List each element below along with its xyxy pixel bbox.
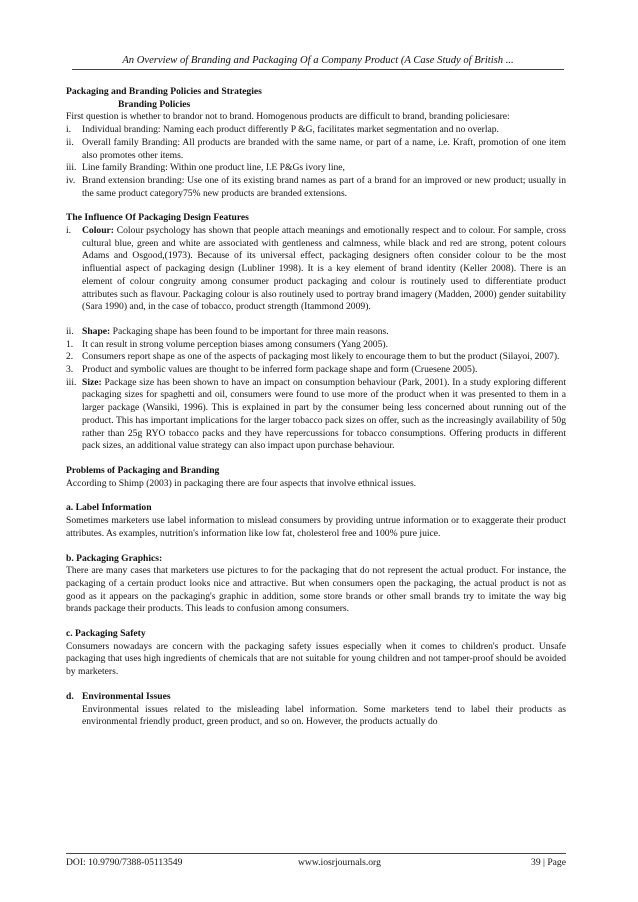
footer-website: www.iosrjournals.org [298, 857, 381, 868]
list-text: Brand extension branding: Use one of its existing brand names as part of a brand for an improved or new product; usually in the same product category75% new products are branded extensions. [82, 174, 566, 199]
subsection-heading-environmental [66, 691, 566, 704]
list-marker: d. [66, 690, 74, 702]
label-information-text: Sometimes marketers use label information to mislead consumers by providing untrue information or to exaggerate their product attributes. As examples, nutrition's information like low fat, cholesterol free and 100% pure juice. [66, 515, 566, 539]
shape-lead: Shape: [82, 325, 111, 337]
list-text: Product and symbolic values are thought to be inferred form package shape and form (Cruesene 2005). [82, 364, 478, 376]
footer-doi: DOI: 10.9790/7388-05113549 [66, 857, 183, 868]
list-item-size [66, 377, 566, 453]
policies-intro: First question is whether to brandor not to brand. Homogenous products are difficult to brand, branding policiesare: [66, 111, 510, 123]
subsection-heading-label-information: a. Label Information [66, 502, 152, 514]
size-lead: Size: [82, 376, 102, 388]
list-text: Consumers report shape as one of the aspects of packaging most likely to encourage them to but the product (Silayoi, 2007). [82, 351, 560, 363]
list-item-colour [66, 225, 566, 314]
shape-text: Packaging shape has been found to be important for three main reasons. [112, 325, 389, 337]
list-item [66, 137, 566, 162]
footer-page-number: 39 | Page [531, 857, 566, 868]
list-text: It can result in strong volume perception biases among consumers (Yang 2005). [82, 338, 388, 350]
list-marker: i. [66, 225, 72, 237]
subsection-heading-packaging-graphics: b. Packaging Graphics: [66, 552, 163, 564]
section-heading-policies: Packaging and Branding Policies and Strategies [66, 86, 262, 97]
running-header: An Overview of Branding and Packaging Of a Company Product (A Case Study of British ... [72, 55, 564, 70]
page-footer [66, 853, 566, 868]
list-item-shape [66, 326, 566, 339]
list-marker: ii. [66, 325, 74, 337]
section-heading-problems: Problems of Packaging and Branding [66, 464, 220, 476]
subsection-heading-branding-policies: Branding Policies [118, 98, 191, 110]
list-marker: ii. [66, 136, 74, 148]
environmental-text: Environmental issues related to the misleading label information. Some marketers tend to label their products as environmental friendly product, green product, and so on. However, the products actually do [82, 703, 566, 728]
list-marker: iii. [66, 376, 77, 388]
list-item [66, 162, 566, 175]
list-marker: i. [66, 124, 72, 136]
list-text: Line family Branding: Within one product line, I.E P&Gs ivory line, [82, 162, 345, 174]
environmental-heading: Environmental Issues [82, 690, 171, 702]
list-text: Overall family Branding: All products are branded with the same name, or part of a name, i.e. Kraft, promotion of one item also promotes other items. [82, 136, 566, 161]
packaging-graphics-text: There are many cases that marketers use pictures to for the packaging that do not represent the actual product. For instance, the packaging of a certain product looks nice and attractive. But when consumers open the packaging, the actual product is not as good as it appears on the packaging's graphic in addition, some store brands or other small brands try to imitate the way big brands package their products. This leads to confusion among consumers. [66, 565, 566, 615]
list-text: Individual branding: Naming each product differently P &G, facilitates market segmentation and no overlap. [82, 124, 499, 136]
colour-lead: Colour: [82, 225, 114, 237]
list-item [66, 364, 566, 377]
list-marker: iii. [66, 162, 77, 174]
size-text: Package size has been shown to have an impact on consumption behaviour (Park, 2001). In a study exploring different packaging sizes for spaghetti and oil, consumers were found to use more of the product when it was presented to them in a larger package (Wansiki, 1996). This is explained in part by the consumer being less concerned about running out of the product. This has important implications for the larger tobacco pack sizes on offer, such as the increasingly availability of 50g rather than 25g RYO tobacco packs and they have repercussions for tobacco consumptions. Offering products in different pack sizes, an additional value strategy can also impact upon purchase behaviour. [82, 376, 567, 452]
list-marker: 3. [66, 364, 74, 376]
page-body [66, 86, 566, 729]
list-marker: iv. [66, 174, 76, 186]
list-item [66, 351, 566, 364]
list-item [66, 339, 566, 352]
packaging-safety-text: Consumers nowadays are concern with the packaging safety issues especially when it comes to children's product. Unsafe packaging that uses high ingredients of chemicals that are not suitable for young children and not tamper-proof should be avoided by marketers. [66, 640, 566, 678]
list-marker: 2. [66, 351, 74, 363]
list-marker: 1. [66, 338, 74, 350]
list-item [66, 124, 566, 137]
colour-text: Colour psychology has shown that people attach meanings and emotionally respect and to colour. For sample, cross cultural blue, green and white are associated with gentleness and calmness, while black and red are strong, potent colours Adams and Osgood,(1973). Because of its universal effect, packaging designers often consider colour to be the most influential aspect of packaging design (Lubliner 1998). It is a key element of brand identity (Keller 2008). There is an element of colour congruity among consumer product packaging and colour is routinely used to differentiate product attributes such as flavour. Packaging colour is also routinely used to portray brand imagery (Madden, 2000) gender suitability (Sara 1990) and, in the case of tobacco, product strength (Itammond 2009). [82, 225, 567, 313]
subsection-heading-packaging-safety: c. Packaging Safety [66, 628, 146, 640]
section-heading-design-features: The Influence Of Packaging Design Features [66, 212, 249, 224]
list-item [66, 175, 566, 200]
problems-intro: According to Shimp (2003) in packaging there are four aspects that involve ethnical issues. [66, 477, 417, 489]
